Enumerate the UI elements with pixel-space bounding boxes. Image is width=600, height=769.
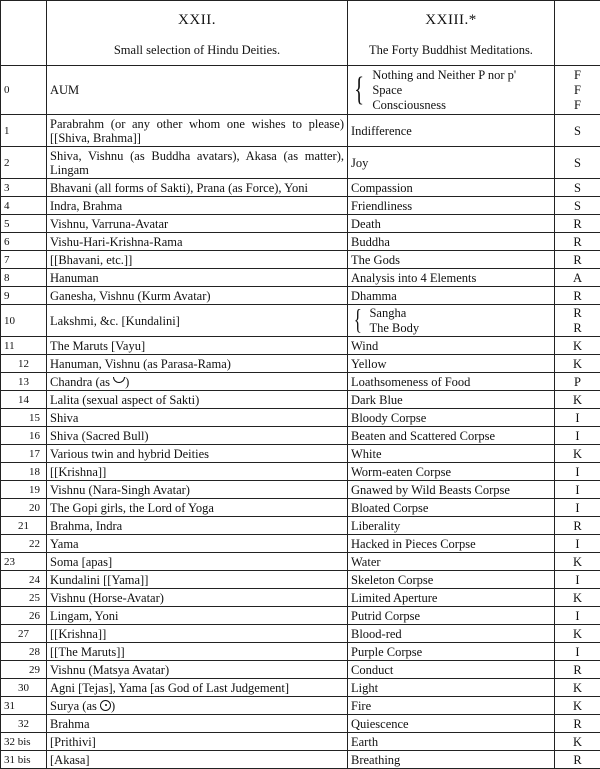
deity-cell: Vishnu (Horse-Avatar) <box>47 589 348 607</box>
row-number: 7 <box>1 251 47 269</box>
table-row <box>1 607 600 625</box>
code-cell: K <box>555 733 600 751</box>
meditation-cell: Light <box>348 679 555 697</box>
meditation-cell: Putrid Corpse <box>348 607 555 625</box>
row-number: 28 <box>1 643 47 661</box>
row-number: 18 <box>1 463 47 481</box>
row-number: 32 <box>1 715 47 733</box>
code-cell: K <box>555 697 600 715</box>
deity-cell: Vishnu (Nara-Singh Avatar) <box>47 481 348 499</box>
deity-cell: Shiva, Vishnu (as Buddha avatars), Akasa (as matter), Lingam <box>47 147 348 179</box>
code-cell: I <box>555 607 600 625</box>
code-cell: S <box>555 179 600 197</box>
table-row <box>1 625 600 643</box>
table-row <box>1 215 600 233</box>
deity-cell: Indra, Brahma <box>47 197 348 215</box>
meditation-item: Consciousness <box>372 98 516 113</box>
code-cell: I <box>555 571 600 589</box>
code-item: F <box>558 83 597 98</box>
code-cell: K <box>555 679 600 697</box>
meditation-cell: Bloated Corpse <box>348 499 555 517</box>
code-cell: S <box>555 115 600 147</box>
deity-cell: Hanuman, Vishnu (as Parasa-Rama) <box>47 355 348 373</box>
meditation-cell: Dhamma <box>348 287 555 305</box>
table-row <box>1 553 600 571</box>
col-xxii-number: XXII. <box>50 12 344 29</box>
meditation-item: The Body <box>369 321 419 336</box>
meditation-cell: White <box>348 445 555 463</box>
meditation-cell: Hacked in Pieces Corpse <box>348 535 555 553</box>
deity-cell: Brahma, Indra <box>47 517 348 535</box>
table-row <box>1 715 600 733</box>
code-cell <box>555 66 600 115</box>
row-number: 1 <box>1 115 47 147</box>
table-row <box>1 269 600 287</box>
row-number: 2 <box>1 147 47 179</box>
deity-cell: Brahma <box>47 715 348 733</box>
meditation-cell: Death <box>348 215 555 233</box>
code-item: F <box>558 68 597 83</box>
deity-cell: Agni [Tejas], Yama [as God of Last Judgement] <box>47 679 348 697</box>
meditation-cell: Blood-red <box>348 625 555 643</box>
code-cell: R <box>555 661 600 679</box>
table-row <box>1 391 600 409</box>
table-row <box>1 679 600 697</box>
header-blank-right <box>555 1 600 66</box>
table-row <box>1 589 600 607</box>
row-number: 12 <box>1 355 47 373</box>
meditation-cell: Yellow <box>348 355 555 373</box>
code-item: R <box>558 321 597 336</box>
code-cell: K <box>555 391 600 409</box>
deity-cell: Hanuman <box>47 269 348 287</box>
table-row <box>1 427 600 445</box>
brace-icon: { <box>354 309 362 333</box>
table-row <box>1 481 600 499</box>
brace-icon: { <box>354 75 364 105</box>
row-number: 26 <box>1 607 47 625</box>
meditation-cell: Purple Corpse <box>348 643 555 661</box>
row-number: 19 <box>1 481 47 499</box>
code-cell: R <box>555 287 600 305</box>
code-cell: K <box>555 625 600 643</box>
deity-cell: Vishnu (Matsya Avatar) <box>47 661 348 679</box>
table-row <box>1 179 600 197</box>
meditation-cell: Limited Aperture <box>348 589 555 607</box>
code-cell: K <box>555 445 600 463</box>
code-cell: P <box>555 373 600 391</box>
table-row <box>1 463 600 481</box>
meditation-cell: Worm-eaten Corpse <box>348 463 555 481</box>
deity-cell: AUM <box>47 66 348 115</box>
table-row <box>1 337 600 355</box>
deity-cell: Vishu-Hari-Krishna-Rama <box>47 233 348 251</box>
meditation-cell: Indifference <box>348 115 555 147</box>
deity-cell: Lakshmi, &c. [Kundalini] <box>47 305 348 337</box>
meditation-cell <box>348 305 555 337</box>
row-number: 0 <box>1 66 47 115</box>
row-number: 25 <box>1 589 47 607</box>
row-number: 22 <box>1 535 47 553</box>
header-row <box>1 1 600 66</box>
deity-cell: Parabrahm (or any other whom one wishes to please) [[Shiva, Brahma]] <box>47 115 348 147</box>
meditation-cell: The Gods <box>348 251 555 269</box>
code-cell: K <box>555 355 600 373</box>
row-number: 24 <box>1 571 47 589</box>
meditation-cell: Beaten and Scattered Corpse <box>348 427 555 445</box>
deity-cell: Lingam, Yoni <box>47 607 348 625</box>
col-xxiii-number: XXIII.* <box>351 12 551 29</box>
row-number: 11 <box>1 337 47 355</box>
table-row <box>1 115 600 147</box>
deity-cell: Shiva (Sacred Bull) <box>47 427 348 445</box>
row-number: 16 <box>1 427 47 445</box>
row-number: 30 <box>1 679 47 697</box>
table-row <box>1 517 600 535</box>
row-number: 32 bis <box>1 733 47 751</box>
code-cell: I <box>555 463 600 481</box>
meditation-cell: Fire <box>348 697 555 715</box>
code-cell <box>555 305 600 337</box>
code-cell: R <box>555 517 600 535</box>
row-number: 15 <box>1 409 47 427</box>
deity-text: Surya (as <box>50 699 97 713</box>
table-row <box>1 355 600 373</box>
row-number: 3 <box>1 179 47 197</box>
code-cell: I <box>555 643 600 661</box>
row-number: 20 <box>1 499 47 517</box>
header-blank-left <box>1 1 47 66</box>
code-cell: K <box>555 589 600 607</box>
row-number: 10 <box>1 305 47 337</box>
deity-cell: Chandra (as ) <box>47 373 348 391</box>
meditation-cell: Conduct <box>348 661 555 679</box>
deity-cell: Ganesha, Vishnu (Kurm Avatar) <box>47 287 348 305</box>
meditation-cell: Buddha <box>348 233 555 251</box>
meditation-cell: Joy <box>348 147 555 179</box>
meditation-cell: Gnawed by Wild Beasts Corpse <box>348 481 555 499</box>
meditation-item: Sangha <box>369 306 419 321</box>
row-number: 8 <box>1 269 47 287</box>
table-row <box>1 643 600 661</box>
row-number: 6 <box>1 233 47 251</box>
table-row <box>1 233 600 251</box>
table-row <box>1 571 600 589</box>
row-number: 21 <box>1 517 47 535</box>
deity-cell: [[The Maruts]] <box>47 643 348 661</box>
code-cell: I <box>555 427 600 445</box>
code-cell: K <box>555 337 600 355</box>
table-row <box>1 373 600 391</box>
table-row <box>1 251 600 269</box>
table-row <box>1 445 600 463</box>
deity-cell: Shiva <box>47 409 348 427</box>
row-number: 29 <box>1 661 47 679</box>
moon-icon <box>113 377 125 383</box>
code-cell: S <box>555 147 600 179</box>
meditation-item: Space <box>372 83 516 98</box>
code-item: R <box>558 306 597 321</box>
code-cell: R <box>555 251 600 269</box>
row-number: 23 <box>1 553 47 571</box>
row-number: 4 <box>1 197 47 215</box>
row-number: 17 <box>1 445 47 463</box>
row-number: 5 <box>1 215 47 233</box>
meditation-cell: Breathing <box>348 751 555 769</box>
meditation-cell: Dark Blue <box>348 391 555 409</box>
row-number: 31 <box>1 697 47 715</box>
table-row <box>1 499 600 517</box>
deity-cell: Surya (as ) <box>47 697 348 715</box>
code-cell: R <box>555 215 600 233</box>
meditation-cell: Compassion <box>348 179 555 197</box>
code-cell: I <box>555 535 600 553</box>
row-number: 14 <box>1 391 47 409</box>
row-number: 13 <box>1 373 47 391</box>
deity-cell: [[Krishna]] <box>47 625 348 643</box>
table-row <box>1 66 600 115</box>
table-row <box>1 751 600 769</box>
code-cell: I <box>555 409 600 427</box>
deity-cell: [[Krishna]] <box>47 463 348 481</box>
deity-text: Chandra (as <box>50 375 110 389</box>
meditation-cell: Wind <box>348 337 555 355</box>
deity-cell: Vishnu, Varruna-Avatar <box>47 215 348 233</box>
meditation-item: Nothing and Neither P nor p' <box>372 68 516 83</box>
row-number: 27 <box>1 625 47 643</box>
table-row <box>1 197 600 215</box>
header-col-xxii <box>47 1 348 66</box>
meditation-cell: Quiescence <box>348 715 555 733</box>
code-item: F <box>558 98 597 113</box>
table-row <box>1 409 600 427</box>
col-xxii-title: Small selection of Hindu Deities. <box>50 43 344 58</box>
table-row <box>1 535 600 553</box>
deity-cell: [[Bhavani, etc.]] <box>47 251 348 269</box>
table-row <box>1 661 600 679</box>
meditation-cell: Skeleton Corpse <box>348 571 555 589</box>
code-cell: R <box>555 233 600 251</box>
meditation-cell: Liberality <box>348 517 555 535</box>
row-number: 31 bis <box>1 751 47 769</box>
code-cell: S <box>555 197 600 215</box>
meditation-cell: Bloody Corpse <box>348 409 555 427</box>
code-cell: I <box>555 481 600 499</box>
deity-cell: Soma [apas] <box>47 553 348 571</box>
deity-cell: [Akasa] <box>47 751 348 769</box>
row-number: 9 <box>1 287 47 305</box>
meditation-cell <box>348 66 555 115</box>
code-cell: I <box>555 499 600 517</box>
code-cell: R <box>555 715 600 733</box>
code-cell: R <box>555 751 600 769</box>
col-xxiii-title: The Forty Buddhist Meditations. <box>351 43 551 58</box>
meditation-cell: Earth <box>348 733 555 751</box>
deity-cell: Yama <box>47 535 348 553</box>
table-row <box>1 305 600 337</box>
deity-cell: Lalita (sexual aspect of Sakti) <box>47 391 348 409</box>
table-row <box>1 147 600 179</box>
meditation-cell: Friendliness <box>348 197 555 215</box>
deity-cell: The Gopi girls, the Lord of Yoga <box>47 499 348 517</box>
sun-icon <box>100 700 111 711</box>
table-row <box>1 697 600 715</box>
deity-cell: Kundalini [[Yama]] <box>47 571 348 589</box>
table-row <box>1 287 600 305</box>
deity-cell: The Maruts [Vayu] <box>47 337 348 355</box>
meditation-cell: Water <box>348 553 555 571</box>
meditation-cell: Loathsomeness of Food <box>348 373 555 391</box>
code-cell: K <box>555 553 600 571</box>
meditation-cell: Analysis into 4 Elements <box>348 269 555 287</box>
table-row <box>1 733 600 751</box>
deity-cell: Various twin and hybrid Deities <box>47 445 348 463</box>
code-cell: A <box>555 269 600 287</box>
header-col-xxiii <box>348 1 555 66</box>
deity-cell: Bhavani (all forms of Sakti), Prana (as Force), Yoni <box>47 179 348 197</box>
deity-cell: [Prithivi] <box>47 733 348 751</box>
